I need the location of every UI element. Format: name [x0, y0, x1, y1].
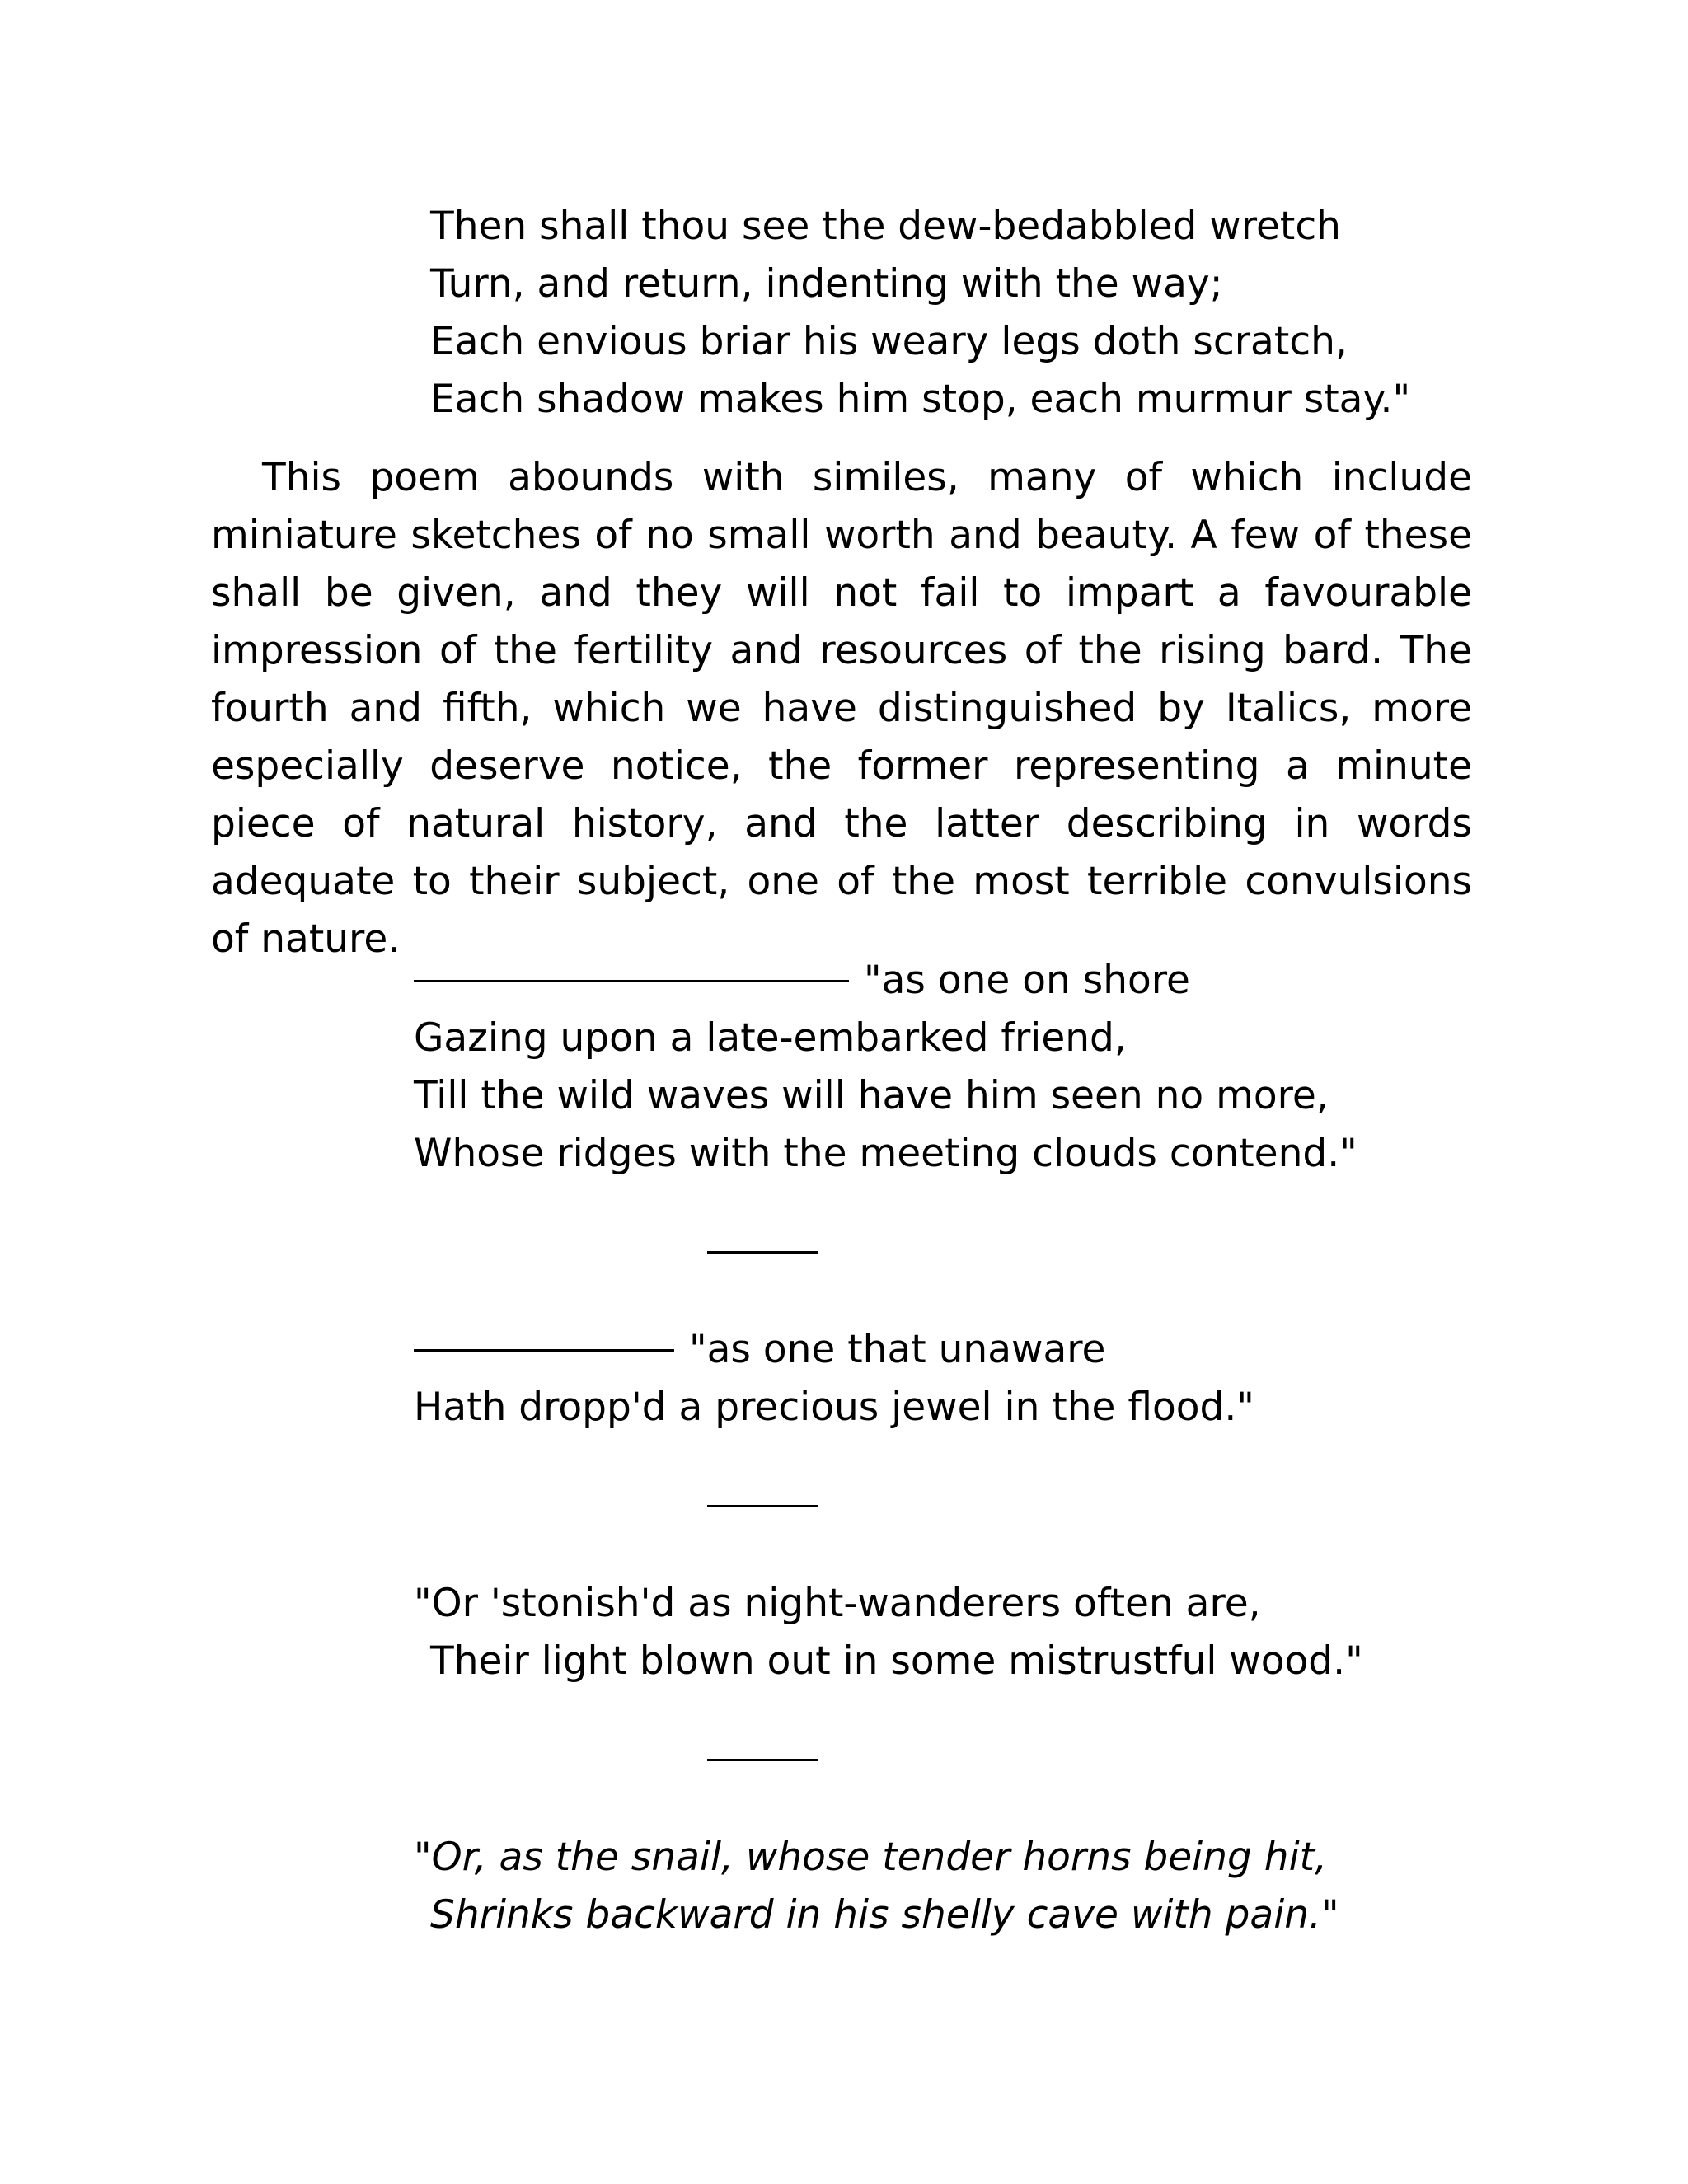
italic-verse-text: Or, as the snail, whose tender horns being hit, — [431, 1835, 1328, 1880]
simile-night-wanderers — [414, 1575, 1363, 1690]
simile-snail — [414, 1829, 1339, 1944]
em-dash-rule — [414, 1349, 674, 1352]
section-separator — [707, 1251, 818, 1254]
verse-line — [414, 1829, 1339, 1886]
em-dash-rule — [414, 980, 849, 982]
verse-line-text: "as one that unaware — [689, 1327, 1106, 1372]
verse-line: Their light blown out in some mistrustful wood." — [430, 1638, 1363, 1684]
verse-line: Till the wild waves will have him seen no more, — [414, 1073, 1329, 1118]
verse-line: Gazing upon a late-embarked friend, — [414, 1015, 1127, 1061]
simile-one-on-shore — [414, 952, 1357, 1183]
verse-line-with-dash — [414, 1321, 1254, 1379]
verse-line: Whose ridges with the meeting clouds contend." — [414, 1131, 1357, 1176]
verse-line: Each envious briar his weary legs doth scratch, — [430, 319, 1348, 364]
body-paragraph: This poem abounds with similes, many of which include miniature sketches of no small worth and beauty. A few of these shall be given, and they will not fail to impart a favourable impression of the fertility and resources of the rising bard. The fourth and fifth, which we have distinguished by Italics, more especially deserve notice, the former representing a minute piece of natural history, and the latter describing in words adequate to their subject, one of the most terrible convulsions of nature. — [211, 455, 1472, 962]
verse-line — [414, 1886, 1339, 1944]
verse-line-with-dash — [414, 952, 1357, 1010]
stanza-dew-bedabbled — [430, 198, 1410, 429]
close-quote: " — [1320, 1892, 1339, 1938]
verse-line-text: "as one on shore — [864, 958, 1190, 1003]
italic-verse-text: Shrinks backward in his shelly cave with pain. — [430, 1892, 1321, 1938]
verse-line: Then shall thou see the dew-bedabbled wretch — [430, 204, 1341, 249]
verse-line: "Or 'stonish'd as night-wanderers often are, — [414, 1581, 1261, 1626]
open-quote: " — [414, 1835, 432, 1880]
verse-line: Turn, and return, indenting with the way; — [430, 261, 1223, 307]
verse-line: Hath dropp'd a precious jewel in the flood." — [414, 1385, 1254, 1430]
section-separator — [707, 1759, 818, 1761]
simile-jewel-in-flood — [414, 1321, 1254, 1436]
verse-line: Each shadow makes him stop, each murmur stay." — [430, 377, 1411, 422]
section-separator — [707, 1505, 818, 1507]
